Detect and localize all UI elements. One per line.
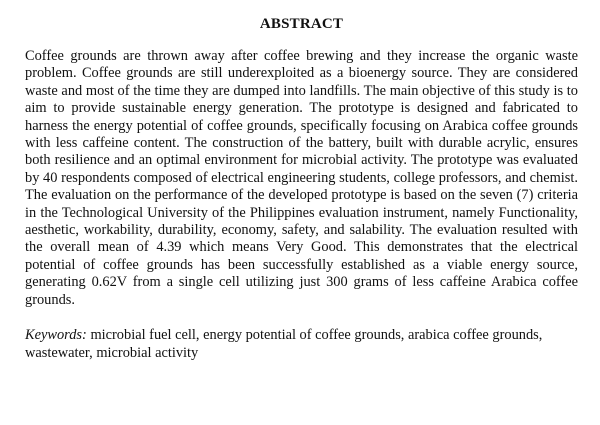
keywords-list: microbial fuel cell, energy potential of coffee grounds, arabica coffee grounds, wastewater, microbial activity: [25, 327, 543, 361]
keywords-line: [25, 327, 578, 362]
abstract-title: ABSTRACT: [259, 16, 344, 32]
abstract-section: [25, 14, 578, 362]
keywords-label: Keywords:: [25, 327, 87, 344]
abstract-body: Coffee grounds are thrown away after coffee brewing and they increase the organic waste problem. Coffee grounds are still underexploited as a bioenergy source. They are considered waste and most of the time they are dumped into landfills. The main objective of this study is to aim to provide sustainable energy generation. The prototype is designed and fabricated to harness the energy potential of coffee grounds, specifically focusing on Arabica coffee grounds with less caffeine content. The construction of the battery, built with durable acrylic, ensures both resilience and an optimal environment for microbial activity. The prototype was evaluated by 40 respondents composed of electrical engineering students, college professors, and chemist. The evaluation on the performance of the developed prototype is based on the seven (7) criteria in the Technological University of the Philippines evaluation instrument, namely Functionality, aesthetic, workability, durability, economy, safety, and salability. The evaluation resulted with the overall mean of 4.39 which means Very Good. This demonstrates that the electrical potential of coffee grounds has been successfully established as a viable energy source, generating 0.62V from a single cell utilizing just 300 grams of less caffeine Arabica coffee grounds.: [25, 48, 578, 308]
